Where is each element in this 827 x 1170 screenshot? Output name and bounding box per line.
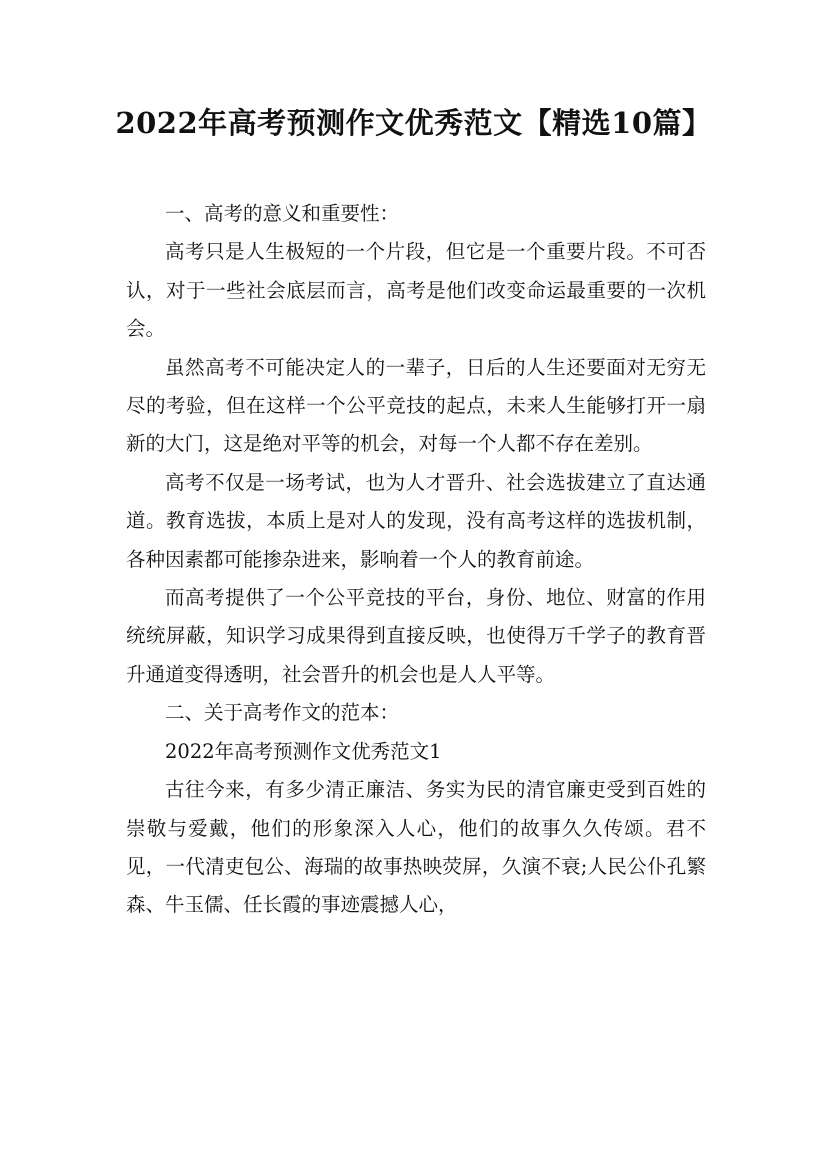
essay-subtitle: 2022年高考预测作文优秀范文1 <box>165 739 442 763</box>
section-heading-1: 一、高考的意义和重要性： <box>165 202 400 225</box>
section-heading-2: 二、关于高考作文的范本： <box>165 701 400 725</box>
document-title: 2022年高考预测作文优秀范文【精选10篇】 <box>115 106 712 140</box>
paragraph-5: 古往今来，有多少清正廉洁、务实为民的清官廉吏受到百姓的崇敬与爱戴，他们的形象深入人心，他们的故事久久传颂。君不见，一代清吏包公、海瑞的故事热映荧屏，久演不衰;人民公仆孔繁森、牛玉儒、任长霞的事迹震撼人心， <box>126 778 706 917</box>
paragraph-3: 高考不仅是一场考试，也为人才晋升、社会选拔建立了直达通道。教育选拔，本质上是对人的发现，没有高考这样的选拔机制，各种因素都可能掺杂进来，影响着一个人的教育前途。 <box>126 470 706 571</box>
paragraph-2: 虽然高考不可能决定人的一辈子，日后的人生还要面对无穷无尽的考验，但在这样一个公平竞技的起点，未来人生能够打开一扇新的大门，这是绝对平等的机会，对每一个人都不存在差别。 <box>126 355 706 456</box>
document-body <box>126 195 706 925</box>
paragraph-1: 高考只是人生极短的一个片段，但它是一个重要片段。不可否认，对于一些社会底层而言，高考是他们改变命运最重要的一次机会。 <box>126 240 706 341</box>
paragraph-4: 而高考提供了一个公平竞技的平台，身份、地位、财富的作用统统屏蔽，知识学习成果得到直接反映，也使得万千学子的教育晋升通道变得透明，社会晋升的机会也是人人平等。 <box>126 586 706 686</box>
